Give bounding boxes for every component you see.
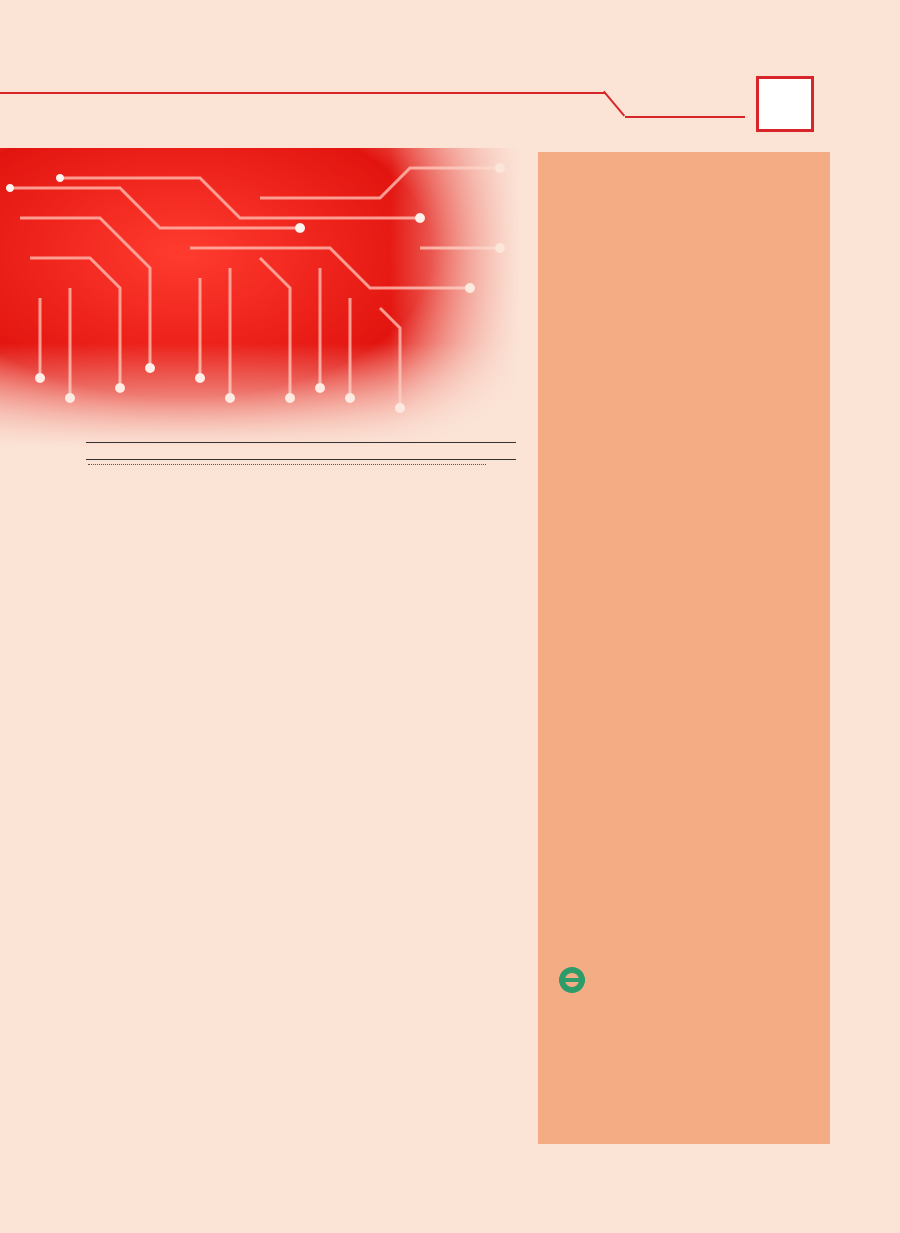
leader-dots (88, 464, 486, 465)
header-rule-right (625, 116, 745, 118)
partner-row (556, 964, 826, 996)
circuit-banner-image (0, 148, 520, 448)
toc-page-number (490, 464, 516, 471)
table-of-contents (86, 436, 516, 471)
section-rule (86, 442, 516, 443)
header-rule-diagonal (603, 91, 625, 117)
toc-entry-last[interactable] (86, 464, 516, 471)
partner-logo-icon (556, 965, 592, 995)
section-rule (86, 459, 516, 460)
mulu-heading (756, 76, 814, 132)
header-rule (0, 92, 605, 94)
